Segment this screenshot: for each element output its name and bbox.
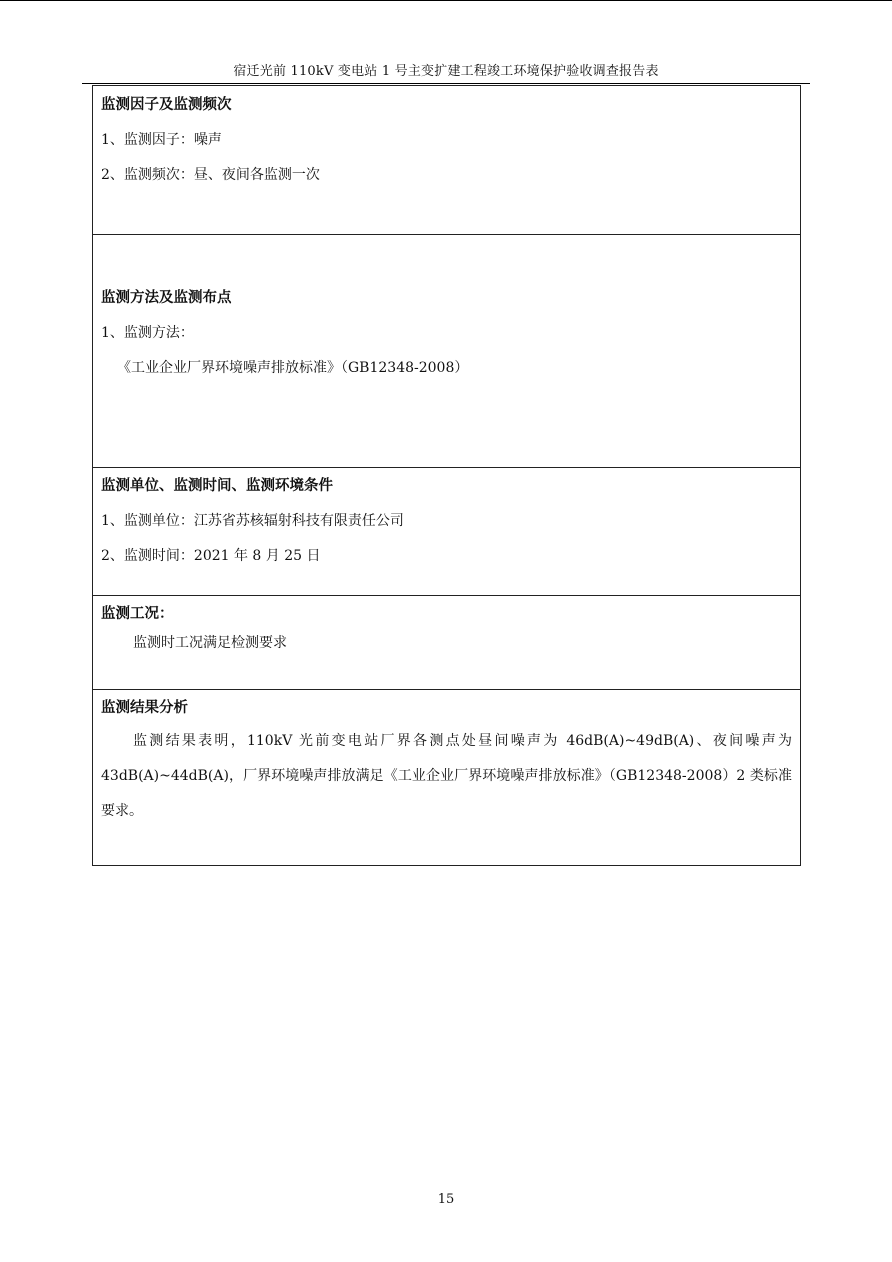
monitoring-factor-line: 1、监测因子：噪声: [101, 132, 222, 148]
section-cell: [93, 690, 801, 866]
header-rule: [82, 83, 810, 84]
section-title: 监测工况：: [101, 605, 174, 622]
result-analysis-paragraph: 监测结果表明，110kV 光前变电站厂界各测点处昼间噪声为 46dB(A)~49dB(A)、夜间噪声为 43dB(A)~44dB(A)，厂界环境噪声排放满足《工业企业厂界环境噪声排放标准》（GB12348-2008）2 类标准要求。: [101, 733, 792, 819]
section-title: 监测单位、监测时间、监测环境条件: [101, 477, 333, 494]
monitoring-unit-line: 1、监测单位：江苏省苏核辐射科技有限责任公司: [101, 513, 404, 529]
monitoring-frequency-line: 2、监测频次：昼、夜间各监测一次: [101, 167, 320, 183]
section-row-monitoring-unit: [93, 468, 801, 596]
report-table: [92, 85, 801, 866]
section-cell: [93, 596, 801, 690]
section-cell: [93, 468, 801, 596]
working-condition-line: 监测时工况满足检测要求: [133, 635, 287, 651]
monitoring-method-line: 1、监测方法：: [101, 325, 194, 341]
section-row-monitoring-factors: [93, 86, 801, 235]
running-header: 宿迁光前 110kV 变电站 1 号主变扩建工程竣工环境保护验收调查报告表: [233, 64, 659, 79]
section-cell: [93, 86, 801, 235]
section-row-monitoring-method: [93, 235, 801, 468]
section-title: 监测因子及监测频次: [101, 96, 232, 113]
section-cell: [93, 235, 801, 468]
section-row-result-analysis: [93, 690, 801, 866]
section-row-working-condition: [93, 596, 801, 690]
monitoring-time-line: 2、监测时间：2021 年 8 月 25 日: [101, 548, 321, 564]
page-top-border: [0, 0, 892, 1]
monitoring-standard-line: 《工业企业厂界环境噪声排放标准》（GB12348-2008）: [117, 360, 469, 376]
section-title: 监测结果分析: [101, 699, 188, 716]
page-number: 15: [437, 1192, 455, 1207]
section-title: 监测方法及监测布点: [101, 289, 232, 306]
